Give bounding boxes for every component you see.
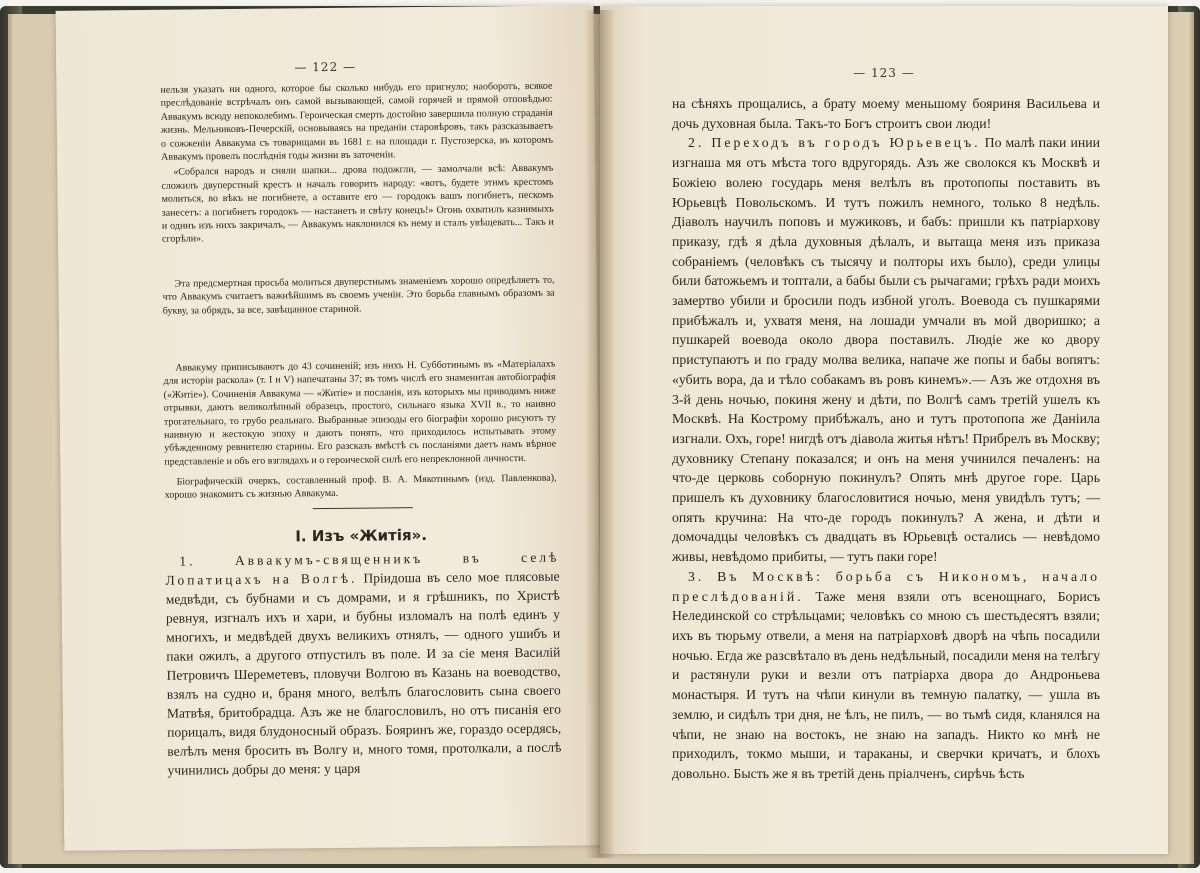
episode-text: По малѣ паки инии изгнаша мя отъ мѣста того вдругорядь. Азъ же сволокся къ Москвѣ и Божіею волею государь меня велѣлъ въ протопопы поставить въ Юрьевцѣ Повольскомъ. И тутъ пожилъ немного, только 8 недѣль. Діаволъ научилъ поповъ и мужиковъ, и бабъ: пришли къ патріархову приказу, гдѣ я дѣла духовныя дѣлалъ, и вытаща меня изъ приказа собраніемъ (человѣкъ съ тысячу и полторы ихъ было), среди улицы били батожьемъ и топтали, а бабы были съ рычагами; грѣхъ ради моихъ замертво убили и бросили подъ избной уголъ. Воевода съ пушкарями прибѣжалъ и, ухватя меня, на лошади умчали въ мой дворишко; а пушкарей воевода около двора поставилъ. Людіе же ко двору приступаютъ и по граду молва велика, напаче же попы и бабы вопятъ: «убить вора, да и тѣло собакамъ въ ровъ кинемъ».— Азъ же отдохня въ 3-й день ночью, покиня жену и дѣти, по Волгѣ самъ третій ушелъ къ Москвѣ. На Кострому прибѣжалъ, ано и тутъ протопопа же Даніила изгнали. Охъ, горе! нигдѣ отъ діавола житья нѣтъ! Прибрелъ въ Москву; духовнику Степану показался; и онъ на меня учинился печаленъ: на что-де церковь соборную покинулъ? Опять мнѣ другое горе. Царь пришелъ къ духовнику благословитися ночью, меня увидѣлъ тутъ; — опять кручина: На что-де городъ покинулъ? А жена, и дѣти и домочадцы человѣкъ съ двадцать въ Юрьевцѣ остались — невѣдомо живы, невѣдомо прибиты, — тутъ паки горе! [672, 135, 1100, 565]
text-block-works [163, 358, 556, 469]
paragraph: Біографическій очеркъ, составленный проф. В. А. Мякотинымъ (изд. Павленкова), хорошо знакомитъ съ жизнью Аввакума. [164, 472, 557, 502]
episode-text: Пріидоша въ село мое плясовые медвѣди, съ бубнами и съ домрами, и я грѣшникъ, по Христѣ ревнуя, изгналъ ихъ и хари, и бубны изломалъ на полѣ единъ у многихъ, и медвѣдей двухъ великихъ отнялъ, — одного ушибъ и паки ожилъ, а другого отпустилъ въ поле. И за сіе меня Василій Петровичъ Шереметевъ, пловучи Волгою въ Казань на воеводство, взялъ на судно и, браня много, велѣлъ благословить сына своего Матвѣя, бритобрадца. Азъ же не благословилъ, но отъ писанія его порицалъ, видя блудоносный образъ. Бояринъ же, гораздо осердясь, велѣлъ меня бросить въ Волгу и, много томя, протолкали, а послѣ учинились добры до меня: у царя [165, 568, 562, 778]
text-block-biography [164, 472, 556, 503]
episode-heading: 3. Въ Москвѣ: борьба съ Никономъ, начало преслѣдованій. [672, 568, 1100, 604]
paragraph: Эта предсмертная просьба молиться двуперстнымъ знаменіемъ хорошо опредѣляетъ то, что Аввакумъ считаетъ важнѣйшимъ въ своемъ ученіи. Это борьба главнымъ образомъ за букву, за обрядъ, за все, завѣщанное стариной. [162, 274, 555, 317]
episode-heading: 1. Аввакумъ-священникъ въ селѣ Лопатицахъ на Волгѣ. [165, 549, 560, 588]
episode-heading: 2. Переходъ въ городъ Юрьевецъ. [688, 135, 981, 151]
paragraph: Аввакуму приписываютъ до 43 сочиненій; изъ нихъ Н. Субботинымъ въ «Матеріалахъ для исторіи раскола» (т. I и V) напечатаны 37; въ томъ числѣ его знаменитая автобіографія («Житіе»). Сочиненія Аввакума — «Житіе» и посланія, изъ которыхъ мы приводимъ ниже отрывки, даютъ великолѣпный образецъ, простого, сильнаго языка XVII в., то наивно трогательнаго, то грубо реальнаго. Выбранные эпизоды его біографіи хорошо рисуютъ ту наивную и жестокую эпоху и даютъ понять, что приходилось испытывать этому убѣжденному ревнителю старины. Его разсказъ вмѣстѣ съ посланіями даетъ намъ вѣрное представленіе и объ его взглядахъ и о героической силѣ его непреклонной личности. [163, 358, 557, 468]
paragraph [165, 548, 561, 780]
paragraph: «Собрался народъ и сняли шапки... дрова подожгли, — замолчали всѣ: Аввакумъ сложилъ двуперстный крестъ и началъ говорить народу: «вотъ, будете этимъ крестомъ молиться, во вѣкъ не погибнете, а оставите его — городокъ вашъ погибнетъ, пескомъ занесетъ: а погибнетъ городокъ — настанетъ и свѣту конецъ!» Огонь охватилъ казнимыхъ и одинъ изъ нихъ закричалъ, — Аввакумъ наклонился къ нему и сталъ увѣщевать... Такъ и сгорѣли». [161, 163, 554, 246]
text-block-prayer [162, 274, 554, 318]
section-heading: I. Изъ «Житія». [295, 525, 428, 546]
paragraph [672, 567, 1100, 784]
page-number-left: — 122 — [294, 59, 357, 75]
right-page [600, 6, 1168, 854]
paragraph [672, 133, 1100, 566]
section-divider [313, 507, 413, 509]
text-block-main-right [672, 94, 1100, 784]
page-number-right: — 123 — [853, 66, 915, 80]
paragraph: нельзя указать ни одного, которое бы сколько нибудь его пригнуло; наоборотъ, всякое преслѣдованіе встрѣчалъ онъ самой вызывающей, самой горячей и прямой отповѣдью: Аввакумъ всюду непоколебимъ. Героическая смерть достойно завершила полную страданія жизнь. Мельниковъ-Печерскій, основываясь на преданіи старовѣровъ, такъ разсказываетъ о сожженіи Аввакума съ товарищами въ 1681 г. на площади г. Пустозерска, въ которомъ Аввакумъ провелъ послѣднія годы жизни въ заточеніи. [160, 80, 554, 163]
text-block-intro [160, 80, 554, 247]
paragraph: на сѣняхъ прощались, а брату моему меньшому бояриня Васильева и дочь духовная была. Такъ-то Богъ строитъ свои люди! [672, 96, 1100, 131]
left-page [56, 5, 603, 851]
episode-text: Таже меня взяли отъ всенощнаго, Борисъ Нелединской со стрѣльцами; человѣкъ со мною съ шестьдесятъ взяли; ихъ въ тюрьму отвели, а меня на патріарховѣ дворѣ на чѣпь посадили ночью. Егда же разсвѣтало въ день недѣльный, посадили меня на телѣгу и растянули руки и везли отъ патріарха двора до Андроньева монастыря. И тутъ на чѣпи кинули въ темную палатку, — ушла въ землю, и сидѣлъ три дня, не ѣлъ, не пилъ, — во тьмѣ сидя, кланялся на чѣпи, не знаю на востокъ, не знаю на западъ. Никто ко мнѣ не приходилъ, токмо мыши, и тараканы, и сверчки кричатъ, и блохъ довольно. Бысть же я въ третій день пріалченъ, сирѣчь ѣсть [672, 588, 1100, 781]
text-block-main-left [165, 548, 561, 780]
